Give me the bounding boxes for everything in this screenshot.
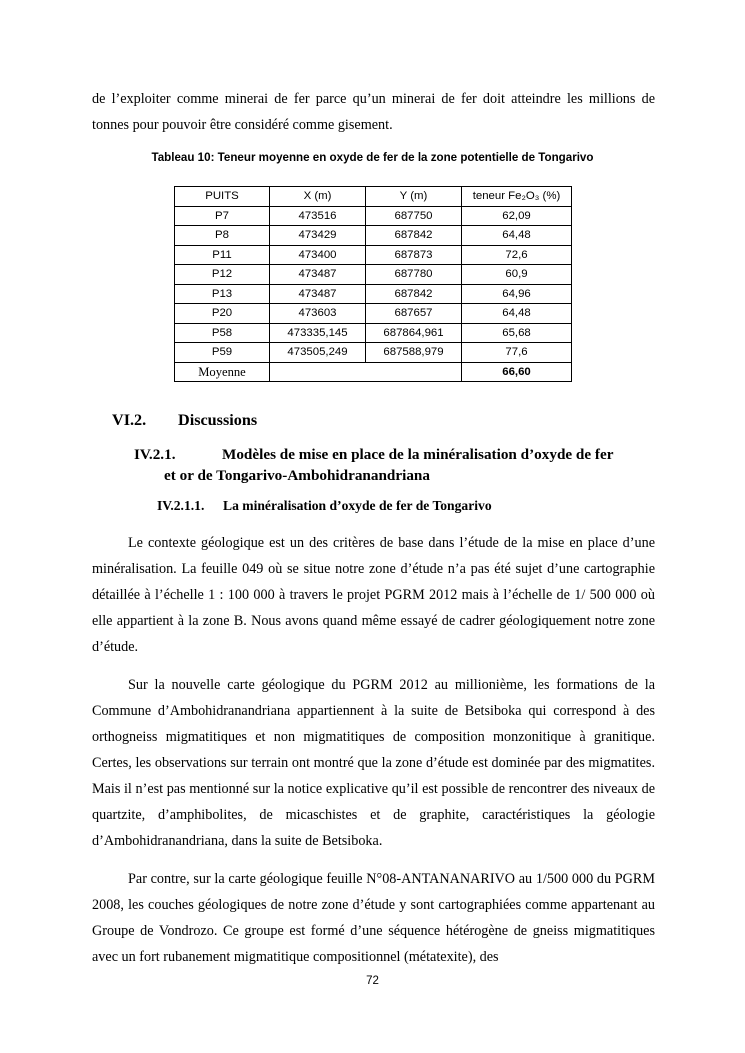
header-puits: PUITS <box>175 187 270 207</box>
cell-x: 473516 <box>270 206 366 226</box>
section-title: Discussions <box>178 411 258 429</box>
cell-teneur: 64,96 <box>462 284 572 304</box>
table-mean-row <box>175 362 572 382</box>
cell-teneur: 65,68 <box>462 323 572 343</box>
subsection-title-line2: et or de Tongarivo-Ambohidranandriana <box>164 467 430 484</box>
cell-puits: P11 <box>175 245 270 265</box>
page-number: 72 <box>366 975 379 987</box>
cell-puits: P12 <box>175 265 270 285</box>
cell-x: 473505,249 <box>270 343 366 363</box>
cell-teneur: 64,48 <box>462 304 572 324</box>
cell-puits: P13 <box>175 284 270 304</box>
table-row <box>175 245 572 265</box>
header-x: X (m) <box>270 187 366 207</box>
iron-oxide-table <box>174 186 572 382</box>
cell-y: 687842 <box>366 226 462 246</box>
cell-puits: P8 <box>175 226 270 246</box>
body-paragraph-1: Le contexte géologique est un des critères de base dans l’étude de la mise en place d’une minéralisation. La feuille 049 où se situe notre zone d’étude n’a pas été sujet d’une cartographie détaillée à l’échelle 1 : 100 000 à travers le projet PGRM 2012 mais à l’échelle de 1/ 500 000 où elle appartient à la zone B. Nous avons quand même essayé de cadrer géologiquement notre zone d’étude. <box>92 535 655 655</box>
table-caption: Tableau 10: Teneur moyenne en oxyde de fer de la zone potentielle de Tongarivo <box>151 151 594 164</box>
cell-y: 687780 <box>366 265 462 285</box>
table-row <box>175 304 572 324</box>
cell-x: 473335,145 <box>270 323 366 343</box>
cell-y: 687657 <box>366 304 462 324</box>
cell-teneur: 77,6 <box>462 343 572 363</box>
subsubsection-heading <box>157 498 492 514</box>
section-number: VI.2. <box>112 411 147 429</box>
cell-teneur: 72,6 <box>462 245 572 265</box>
cell-puits: P20 <box>175 304 270 324</box>
cell-puits: P7 <box>175 206 270 226</box>
subsubsection-title: La minéralisation d’oxyde de fer de Tongarivo <box>223 498 492 513</box>
subsection-title-line1: Modèles de mise en place de la minéralisation d’oxyde de fer <box>222 446 614 463</box>
cell-x: 473400 <box>270 245 366 265</box>
header-teneur: teneur Fe₂O₃ (%) <box>462 187 572 207</box>
cell-y: 687842 <box>366 284 462 304</box>
cell-y: 687750 <box>366 206 462 226</box>
cell-x: 473429 <box>270 226 366 246</box>
table-row <box>175 206 572 226</box>
cell-teneur: 60,9 <box>462 265 572 285</box>
table-row <box>175 343 572 363</box>
subsubsection-number: IV.2.1.1. <box>157 498 205 513</box>
header-y: Y (m) <box>366 187 462 207</box>
cell-teneur: 62,09 <box>462 206 572 226</box>
subsection-number: IV.2.1. <box>134 446 176 463</box>
table-row <box>175 284 572 304</box>
body-paragraph-2: Sur la nouvelle carte géologique du PGRM 2012 au millionième, les formations de la Commune d’Ambohidranandriana appartiennent à la suite de Betsiboka qui correspond à des orthogneiss migmatitiques et non migmatitiques de composition monzonitique à granitique. Certes, les observations sur terrain ont montré que la zone d’étude est dominée par des migmatites. Mais il n’est pas mentionné sur la notice explicative qu’il est possible de rencontrer des niveaux de quartzite, d’amphibolites, de micaschistes et de graphite, caractéristiques la géologie d’Ambohidranandriana, dans la suite de Betsiboka. <box>92 677 655 849</box>
cell-x: 473603 <box>270 304 366 324</box>
mean-empty-cell <box>270 362 462 382</box>
section-heading <box>112 411 257 430</box>
mean-label: Moyenne <box>175 362 270 382</box>
cell-y: 687864,961 <box>366 323 462 343</box>
cell-y: 687873 <box>366 245 462 265</box>
cell-x: 473487 <box>270 265 366 285</box>
cell-puits: P58 <box>175 323 270 343</box>
cell-y: 687588,979 <box>366 343 462 363</box>
subsection-heading <box>134 444 656 486</box>
intro-paragraph: de l’exploiter comme minerai de fer parce qu’un minerai de fer doit atteindre les millions de tonnes pour pouvoir être considéré comme gisement. <box>92 91 655 133</box>
cell-puits: P59 <box>175 343 270 363</box>
table-row <box>175 323 572 343</box>
table-header-row <box>175 187 572 207</box>
mean-value: 66,60 <box>462 362 572 382</box>
table-row <box>175 226 572 246</box>
table-row <box>175 265 572 285</box>
cell-x: 473487 <box>270 284 366 304</box>
cell-teneur: 64,48 <box>462 226 572 246</box>
body-paragraph-3: Par contre, sur la carte géologique feuille N°08-ANTANANARIVO au 1/500 000 du PGRM 2008, les couches géologiques de notre zone d’étude y sont cartographiées comme appartenant au Groupe de Vondrozo. Ce groupe est formé d’une séquence hétérogène de gneiss migmatitiques avec un fort rubanement migmatitique compositionnel (métatexite), des <box>92 871 655 965</box>
